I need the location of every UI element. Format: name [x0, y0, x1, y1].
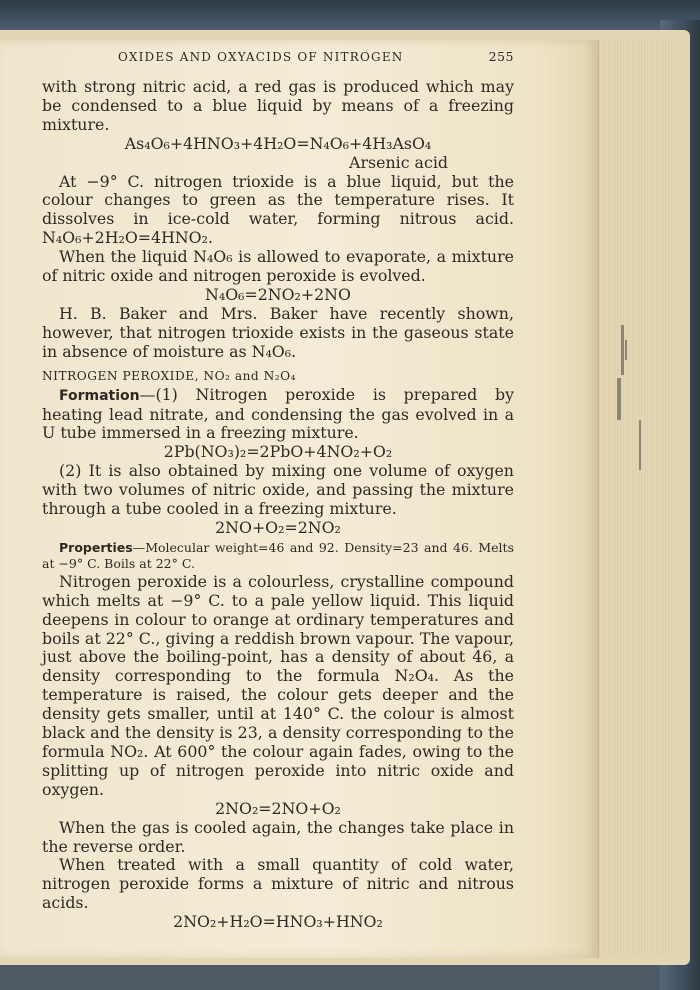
- formation-text: —(1) Nitrogen peroxide is prepared by heating lead nitrate, and condensing the gas evolved in a U tube immersed in a freezing mixture.: [42, 384, 514, 443]
- paragraph-properties: [42, 540, 514, 572]
- edge-mark: [621, 325, 624, 375]
- paragraph: with strong nitric acid, a red gas is produced which may be condensed to a blue liquid by means of a freezing mixture.: [42, 77, 514, 134]
- equation: N₄O₆=2NO₂+2NO: [205, 284, 351, 304]
- paragraph: (2) It is also obtained by mixing one volume of oxygen with two volumes of nitric oxide, and passing the mixture through a tube cooled in a freezing mixture.: [42, 461, 514, 519]
- page-text: [42, 48, 514, 932]
- equation: 2NO₂+H₂O=HNO₃+HNO₂: [173, 912, 383, 932]
- equation: As₄O₆+4HNO₃+4H₂O=N₄O₆+4H₃AsO₄: [124, 133, 432, 153]
- formation-label: Formation: [59, 387, 140, 404]
- paragraph: Nitrogen peroxide is a colourless, crystalline compound which melts at −9° C. to a pale yellow liquid. This liquid deepens in colour to orange at ordinary temperatures and boils at 22° C., giving a reddish brown vapour. The vapour, just above the boiling-point, has a density of about 46, a density corresponding to the formula N₂O₄. As the temperature is raised, the colour gets deeper and the density gets smaller, until at 140° C. the colour is almost black and the density is 23, a density corresponding to the formula NO₂. At 600° the colour again fades, owing to the splitting up of nitrogen peroxide into nitric oxide and oxygen.: [42, 571, 514, 799]
- equation-annotation: Arsenic acid: [349, 152, 448, 172]
- edge-mark: [639, 420, 641, 470]
- properties-text: —Molecular weight=46 and 92. Density=23 and 46. Melts at −9° C. Boils at 22° C.: [42, 539, 514, 571]
- edge-mark: [617, 378, 621, 420]
- paragraph: At −9° C. nitrogen trioxide is a blue liquid, but the colour changes to green as the temperature rises. It dissolves in ice-cold water, forming nitrous acid. N₄O₆+2H₂O=4HNO₂.: [42, 171, 514, 248]
- running-header: [118, 48, 514, 66]
- equation: 2NO₂=2NO+O₂: [215, 798, 341, 818]
- paragraph-formation: [42, 386, 514, 444]
- paragraph: H. B. Baker and Mrs. Baker have recently shown, however, that nitrogen trioxide exists in the gaseous state in absence of moisture as N₄O₆.: [42, 303, 514, 361]
- paragraph: When the gas is cooled again, the changes take place in the reverse order.: [42, 817, 514, 856]
- paragraph: When treated with a small quantity of cold water, nitrogen peroxide forms a mixture of nitric and nitrous acids.: [42, 855, 514, 913]
- running-title: OXIDES AND OXYACIDS OF NITROGEN: [118, 50, 404, 64]
- edge-mark: [625, 340, 627, 360]
- paragraph: When the liquid N₄O₆ is allowed to evaporate, a mixture of nitric oxide and nitrogen peroxide is evolved.: [42, 247, 514, 286]
- equation: 2NO+O₂=2NO₂: [215, 517, 341, 537]
- properties-label: Properties: [59, 539, 133, 555]
- section-heading: NITROGEN PEROXIDE, NO₂ and N₂O₄: [42, 368, 297, 383]
- page-edges: [598, 40, 679, 958]
- equation: 2Pb(NO₃)₂=2PbO+4NO₂+O₂: [163, 442, 393, 462]
- page-number: 255: [488, 49, 514, 64]
